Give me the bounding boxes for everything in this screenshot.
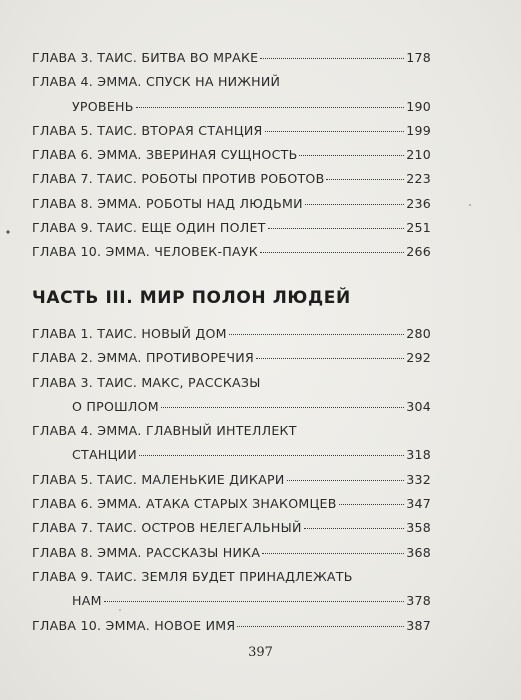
part-title: ЧАСТЬ III. МИР ПОЛОН ЛЮДЕЙ (32, 288, 351, 308)
toc-entry (32, 322, 431, 346)
toc-entry-title: ГЛАВА 7. ТАИС. РОБОТЫ ПРОТИВ РОБОТОВ (32, 171, 325, 187)
dot-leader (265, 131, 405, 132)
dot-leader (268, 228, 405, 229)
toc-entry-page-number: 304 (406, 398, 431, 414)
toc-entry-page-number: 251 (406, 220, 431, 236)
toc-entry-title: ГЛАВА 7. ТАИС. ОСТРОВ НЕЛЕГАЛЬНЫЙ (32, 520, 302, 536)
toc-entry-title-continued: УРОВЕНЬ (72, 98, 134, 114)
toc-entry-title-continued: НАМ (72, 593, 102, 609)
toc-entry (32, 346, 431, 370)
toc-entry-page-number: 178 (406, 50, 431, 65)
toc-entry-page-number: 266 (406, 244, 431, 260)
toc-entry (32, 371, 431, 420)
toc-entry (32, 240, 431, 264)
toc-entry-title: ГЛАВА 8. ЭММА. РОБОТЫ НАД ЛЮДЬМИ (32, 195, 303, 211)
dot-leader (326, 179, 404, 180)
toc-entry-title: ГЛАВА 4. ЭММА. ГЛАВНЫЙ ИНТЕЛЛЕКТ (32, 423, 297, 439)
dot-leader (104, 601, 405, 602)
toc-entry-title: ГЛАВА 4. ЭММА. СПУСК НА НИЖНИЙ (32, 74, 281, 90)
dot-leader (287, 480, 405, 481)
toc-entry-title: ГЛАВА 10. ЭММА. ЧЕЛОВЕК-ПАУК (32, 244, 258, 260)
toc-entry-title: ГЛАВА 3. ТАИС. МАКС, РАССКАЗЫ (32, 374, 261, 390)
toc-entry-page-number: 280 (406, 326, 431, 341)
toc-entry-title: ГЛАВА 5. ТАИС. МАЛЕНЬКИЕ ДИКАРИ (32, 471, 285, 487)
toc-entry-title-continued: О ПРОШЛОМ (72, 398, 159, 414)
toc-entry (32, 516, 431, 540)
toc-entry-title: ГЛАВА 9. ТАИС. ЗЕМЛЯ БУДЕТ ПРИНАДЛЕЖАТЬ (32, 568, 353, 584)
toc-entry (32, 46, 431, 70)
toc-entry-title: ГЛАВА 6. ЭММА. АТАКА СТАРЫХ ЗНАКОМЦЕВ (32, 496, 337, 512)
dot-leader (161, 407, 404, 408)
toc-entry-page-number: 387 (406, 617, 431, 633)
dot-leader (260, 58, 404, 59)
toc-entry-page-number: 190 (406, 98, 431, 114)
toc-entry-page-number: 210 (406, 147, 431, 163)
dot-leader (304, 528, 405, 529)
toc-entry-page-number: 378 (406, 593, 431, 609)
dot-leader (262, 553, 404, 554)
toc-entry-page-number: 199 (406, 122, 431, 138)
toc-entry-title: ГЛАВА 1. ТАИС. НОВЫЙ ДОМ (32, 326, 227, 341)
toc-entry-page-number: 292 (406, 350, 431, 366)
toc-section-part-2 (32, 46, 431, 265)
toc-entry-title: ГЛАВА 3. ТАИС. БИТВА ВО МРАКЕ (32, 50, 259, 65)
toc-section-part-3 (32, 322, 431, 638)
toc-entry-title: ГЛАВА 8. ЭММА. РАССКАЗЫ НИКА (32, 544, 261, 560)
toc-entry-page-number: 236 (406, 195, 431, 211)
toc-entry-page-number: 318 (406, 447, 431, 463)
toc-entry-title: ГЛАВА 5. ТАИС. ВТОРАЯ СТАНЦИЯ (32, 122, 263, 138)
toc-entry-title: ГЛАВА 2. ЭММА. ПРОТИВОРЕЧИЯ (32, 350, 254, 366)
toc-entry-title: ГЛАВА 10. ЭММА. НОВОЕ ИМЯ (32, 617, 236, 633)
toc-entry-title: ГЛАВА 6. ЭММА. ЗВЕРИНАЯ СУЩНОСТЬ (32, 147, 298, 163)
toc-entry-page-number: 347 (406, 496, 431, 512)
toc-entry (32, 216, 431, 240)
toc-entry (32, 565, 431, 614)
toc-entry (32, 419, 431, 468)
dot-leader (139, 455, 404, 456)
dot-leader (299, 155, 404, 156)
dot-leader (237, 626, 404, 627)
dot-leader (339, 504, 405, 505)
toc-entry (32, 70, 431, 119)
toc-entry (32, 143, 431, 167)
dot-leader (229, 334, 404, 335)
dot-leader (305, 204, 404, 205)
toc-entry-page-number: 358 (406, 520, 431, 536)
toc-entry (32, 167, 431, 191)
toc-entry (32, 192, 431, 216)
dot-leader (136, 107, 405, 108)
dot-leader (260, 252, 404, 253)
page-number: 397 (248, 645, 273, 660)
toc-entry (32, 541, 431, 565)
toc-entry (32, 119, 431, 143)
toc-entry-page-number: 332 (406, 471, 431, 487)
toc-entry-page-number: 223 (406, 171, 431, 187)
dot-leader (256, 358, 404, 359)
toc-entry-title: ГЛАВА 9. ТАИС. ЕЩЕ ОДИН ПОЛЕТ (32, 220, 266, 236)
toc-entry-title-continued: СТАНЦИИ (72, 447, 137, 463)
toc-entry (32, 468, 431, 492)
toc-entry-page-number: 368 (406, 544, 431, 560)
toc-entry (32, 614, 431, 638)
toc-entry (32, 492, 431, 516)
